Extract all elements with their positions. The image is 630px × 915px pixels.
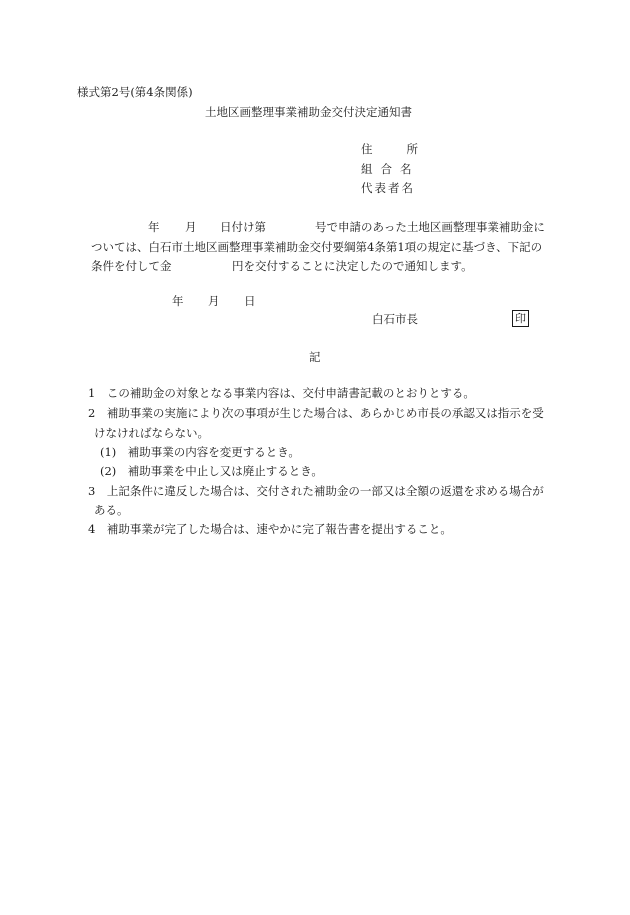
condition-3-cont: ある。 [94, 503, 129, 517]
condition-2-item-1: (1) 補助事業の内容を変更するとき。 [100, 445, 300, 459]
condition-4: 4 補助事業が完了した場合は、速やかに完了報告書を提出すること。 [88, 522, 452, 536]
body-day-no: 日付け第 [220, 220, 266, 234]
condition-2: 2 補助事業の実施により次の事項が生じた場合は、あらかじめ市長の承認又は指示を受 [88, 406, 544, 420]
condition-1: 1 この補助金の対象となる事業内容は、交付申請書記載のとおりとする。 [88, 386, 475, 400]
condition-2-cont: けなければならない。 [94, 426, 209, 440]
date-day: 日 [244, 294, 256, 308]
body-line3-rest: 円を交付することに決定したので通知します。 [232, 259, 473, 273]
issuer-name: 白石市長 [372, 312, 418, 326]
body-line2: ついては、白石市土地区画整理事業補助金交付要綱第4条第1項の規定に基づき、下記の [91, 240, 543, 254]
recipient-association-label: 組 合 名 [361, 162, 412, 176]
recipient-representative-label: 代 表 者 名 [361, 181, 413, 195]
body-year: 年 [148, 220, 160, 234]
seal-mark: 印 [512, 310, 529, 327]
date-month: 月 [208, 294, 220, 308]
document-title: 土地区画整理事業補助金交付決定通知書 [205, 105, 412, 119]
date-year: 年 [172, 294, 184, 308]
form-label: 様式第2号(第4条関係) [77, 85, 193, 99]
ki-heading: 記 [309, 350, 321, 364]
condition-2-item-2: (2) 補助事業を中止し又は廃止するとき。 [100, 464, 323, 478]
condition-3: 3 上記条件に違反した場合は、交付された補助金の一部又は全額の返還を求める場合が [88, 484, 544, 498]
body-line1-rest: 号で申請のあった土地区画整理事業補助金に [315, 220, 545, 234]
body-amount-prefix: 条件を付して金 [91, 259, 172, 273]
body-month: 月 [185, 220, 197, 234]
recipient-address-label: 住 所 [361, 142, 418, 156]
